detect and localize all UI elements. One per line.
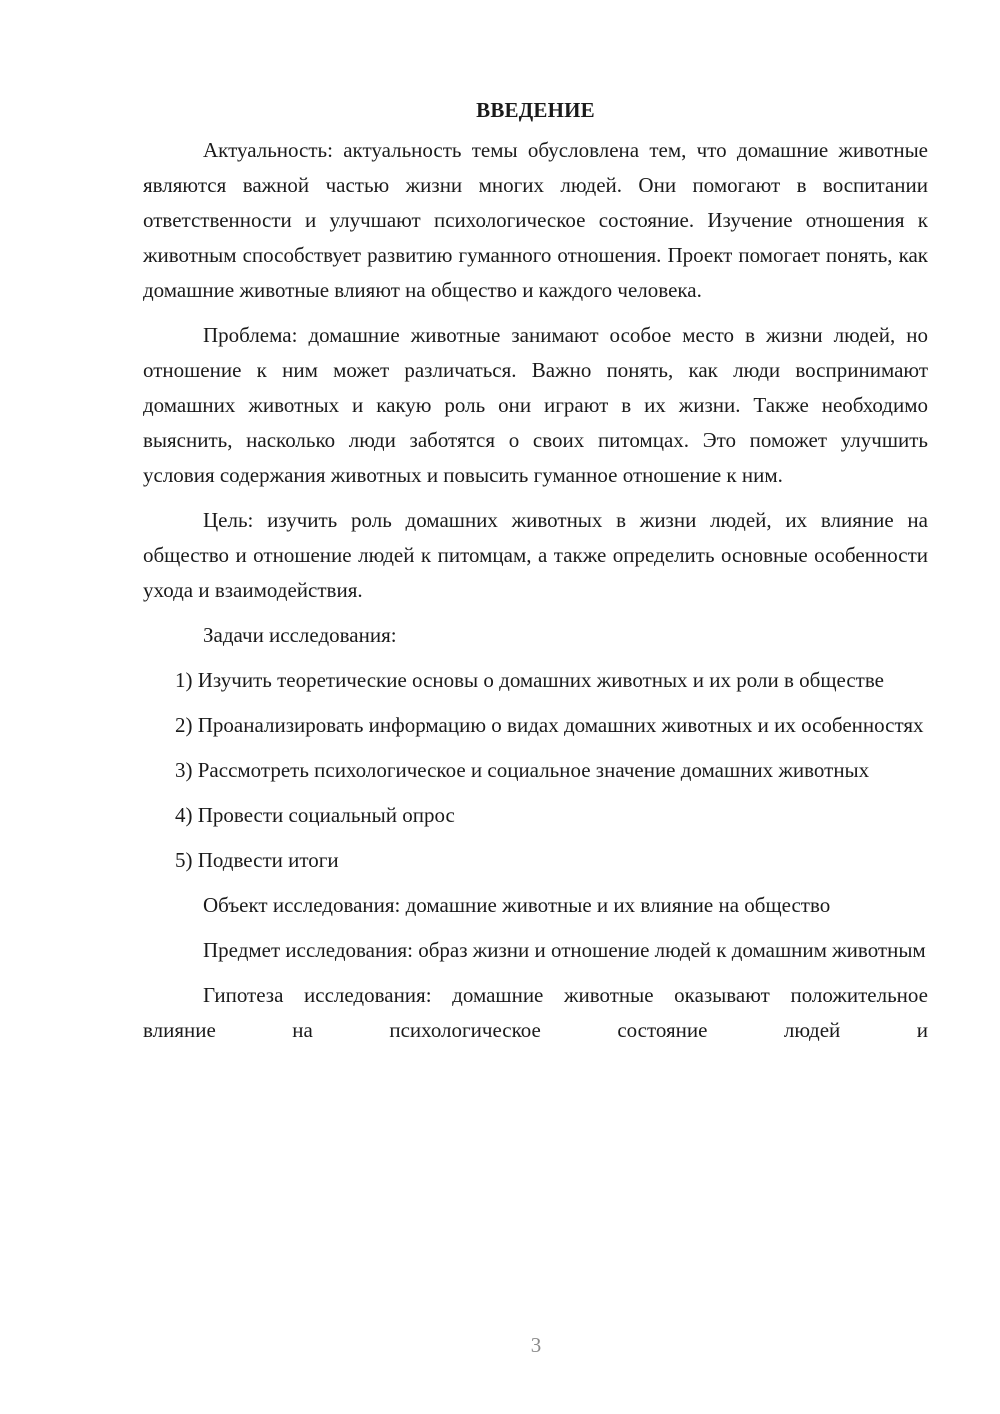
task-item: 5) Подвести итоги (175, 848, 339, 872)
tasks-heading: Задачи исследования: (203, 623, 397, 647)
relevance-paragraph: Актуальность: актуальность темы обусловлена тем, что домашние животные являются важной частью жизни многих людей. Они помогают в воспитании ответственности и улучшают психологическое состояние. Изучение отношения к животным способствует развитию гуманного отношения. Проект помогает понять, как домашние животные влияют на общество и каждого человека. (143, 138, 928, 302)
problem-paragraph: Проблема: домашние животные занимают особое место в жизни людей, но отношение к ним может различаться. Важно понять, как люди воспринимают домашних животных и какую роль они играют в их жизни. Также необходимо выяснить, насколько люди заботятся о своих питомцах. Это поможет улучшить условия содержания животных и повысить гуманное отношение к ним. (143, 323, 928, 487)
subject-paragraph: Предмет исследования: образ жизни и отношение людей к домашним животным (203, 938, 926, 962)
task-item: 4) Провести социальный опрос (175, 803, 455, 827)
page-title: ВВЕДЕНИЕ (476, 98, 595, 122)
page-number: 3 (530, 1333, 542, 1357)
hypothesis-paragraph: Гипотеза исследования: домашние животные оказывают положительное влияние на психологическое состояние людей и (143, 983, 928, 1042)
task-item: 3) Рассмотреть психологическое и социальное значение домашних животных (175, 758, 870, 782)
document-body (143, 93, 928, 1048)
task-item: 2) Проанализировать информацию о видах домашних животных и их особенностях (175, 713, 924, 737)
task-item: 1) Изучить теоретические основы о домашних животных и их роли в обществе (175, 668, 884, 692)
object-paragraph: Объект исследования: домашние животные и их влияние на общество (203, 893, 831, 917)
goal-paragraph: Цель: изучить роль домашних животных в жизни людей, их влияние на общество и отношение людей к питомцам, а также определить основные особенности ухода и взаимодействия. (143, 508, 928, 602)
